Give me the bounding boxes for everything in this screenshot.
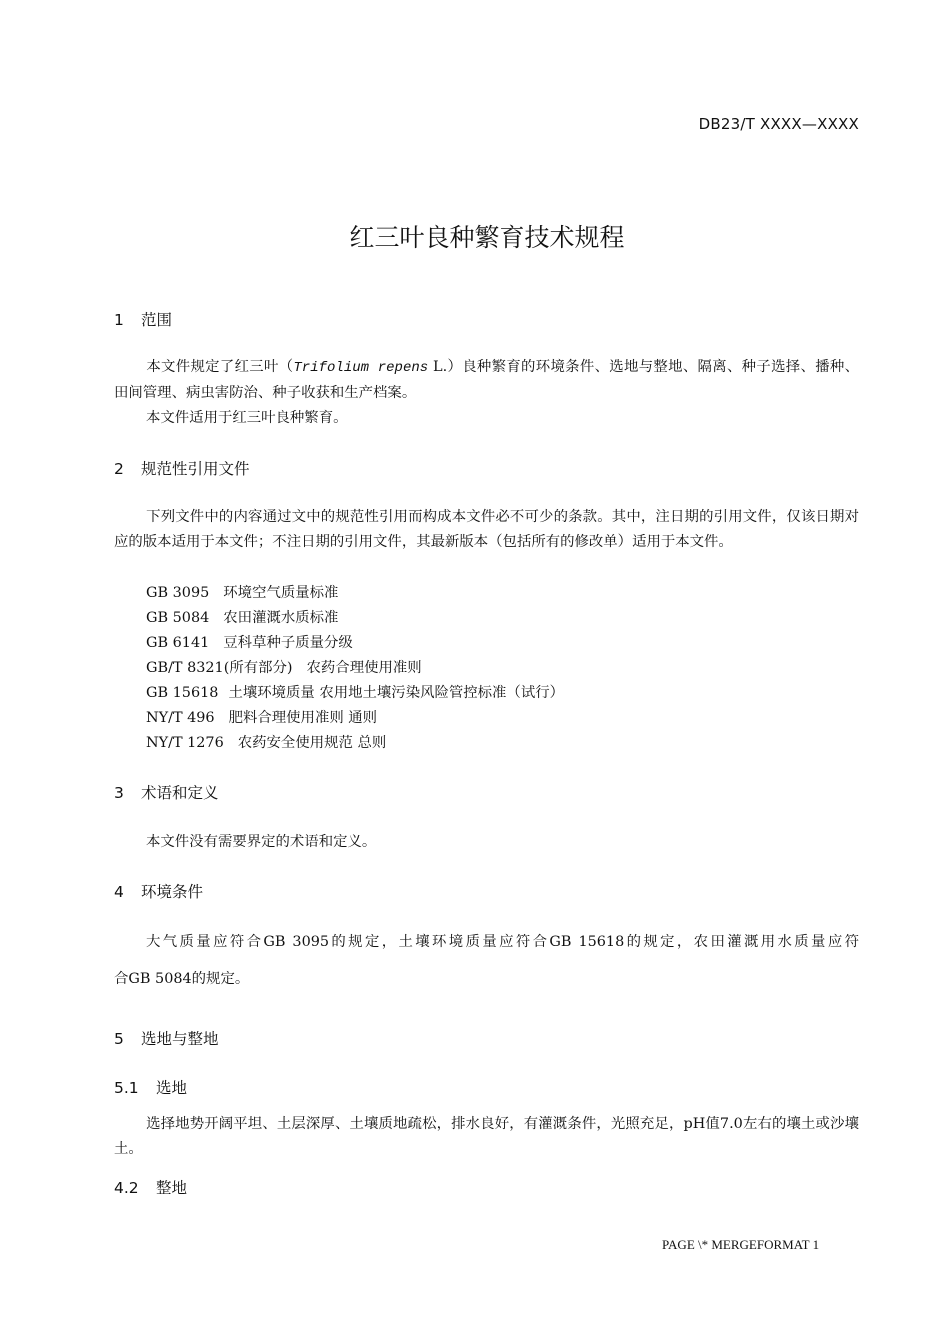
paragraph-environment-line-1: 大气质量应符合GB 3095的规定，土壤环境质量应符合GB 15618的规定，农田灌溉用水质量应符 (146, 934, 859, 950)
document-title: 红三叶良种繁育技术规程 (349, 223, 625, 252)
reference-code: GB 6141 (146, 635, 210, 651)
paragraph-site-selection (114, 1112, 859, 1162)
reference-item (146, 706, 377, 727)
reference-title: 环境空气质量标准 (223, 585, 339, 601)
section-heading-1 (114, 308, 172, 330)
page-footer-field: PAGE \* MERGEFORMAT 1 (662, 1237, 820, 1252)
section-heading-3 (114, 781, 219, 803)
scope-text-a: 本文件规定了红三叶（ (146, 359, 294, 375)
subsection-title: 整地 (156, 1179, 188, 1197)
section-number: 4 (114, 883, 124, 901)
scope-text-b: L.）良种繁育的环境条件、选地与整地、隔离、种子选择、播种、田间管理、病虫害防治、种子收获和生产档案。 (114, 359, 859, 401)
section-number: 5 (114, 1030, 124, 1048)
reference-code: GB 15618 (146, 685, 219, 701)
subsection-number: 4.2 (114, 1179, 139, 1197)
document-code: DB23/T XXXX—XXXX (698, 115, 859, 133)
subsection-title: 选地 (156, 1079, 188, 1097)
reference-code: GB/T 8321(所有部分) (146, 660, 293, 676)
section-title: 环境条件 (141, 883, 204, 901)
reference-code: NY/T 1276 (146, 735, 224, 751)
reference-item (146, 606, 338, 627)
reference-item (146, 656, 422, 677)
reference-item (146, 731, 386, 752)
reference-item (146, 581, 338, 602)
site-selection-text: 选择地势开阔平坦、土层深厚、土壤质地疏松，排水良好，有灌溉条件，光照充足，pH值7.0左右的壤土或沙壤土。 (114, 1116, 859, 1157)
paragraph-terms: 本文件没有需要界定的术语和定义。 (146, 834, 377, 850)
latin-name: Trifolium repens (293, 360, 429, 376)
reference-code: GB 5084 (146, 610, 210, 626)
section-number: 2 (114, 460, 124, 478)
section-title: 术语和定义 (141, 784, 219, 802)
section-heading-4 (114, 880, 203, 902)
reference-title: 农药安全使用规范 总则 (237, 735, 387, 751)
paragraph-environment-line-2: 合GB 5084的规定。 (114, 971, 250, 987)
reference-item (146, 681, 564, 702)
reference-title: 农田灌溉水质标准 (223, 610, 339, 626)
paragraph-scope (114, 355, 859, 406)
reference-title: 豆科草种子质量分级 (223, 635, 353, 651)
reference-code: GB 3095 (146, 585, 210, 601)
section-title: 规范性引用文件 (141, 460, 250, 478)
section-heading-5 (114, 1027, 219, 1049)
paragraph-normative-refs (114, 505, 859, 555)
reference-title: 农药合理使用准则 (306, 660, 422, 676)
subsection-number: 5.1 (114, 1079, 139, 1097)
section-number: 3 (114, 784, 124, 802)
normative-refs-text: 下列文件中的内容通过文中的规范性引用而构成本文件必不可少的条款。其中，注日期的引用文件，仅该日期对应的版本适用于本文件；不注日期的引用文件，其最新版本（包括所有的修改单）适用于本文件。 (114, 509, 859, 550)
reference-item (146, 631, 353, 652)
subsection-heading-4-2 (114, 1176, 187, 1198)
section-title: 选地与整地 (141, 1030, 219, 1048)
reference-title: 肥料合理使用准则 通则 (228, 710, 378, 726)
section-heading-2 (114, 457, 250, 479)
reference-title: 土壤环境质量 农用地土壤污染风险管控标准（试行） (228, 685, 564, 701)
paragraph-applicability: 本文件适用于红三叶良种繁育。 (146, 410, 348, 426)
section-title: 范围 (141, 311, 173, 329)
reference-code: NY/T 496 (146, 710, 215, 726)
section-number: 1 (114, 311, 124, 329)
subsection-heading-5-1 (114, 1076, 187, 1098)
